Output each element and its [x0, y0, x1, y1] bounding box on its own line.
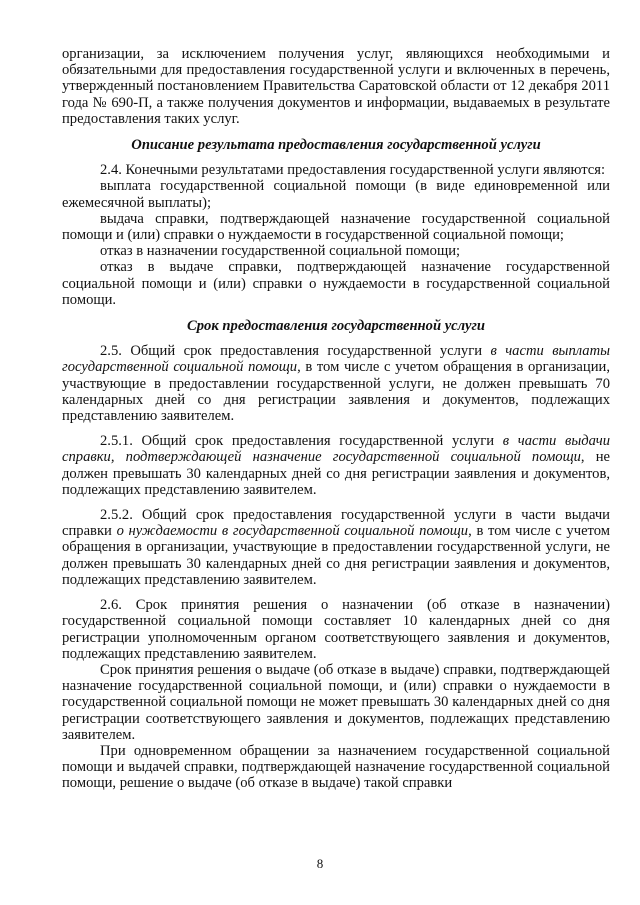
list-item-certificate: выдача справки, подтверждающей назначение государственной социальной помощи и (или) справки о нуждаемости в государственной социальной помощи; — [62, 210, 610, 244]
text-run: , в том числе с учетом обращения в организации, участвующие в предоставлении государственной услуги, не должен превышать 70 календарных дней со дня регистрации заявления и документов, подлежащих представлению заявителем. — [62, 359, 610, 425]
page-number: 8 — [316, 856, 324, 871]
list-item-refusal-certificate: отказ в выдаче справки, подтверждающей назначение государственной социальной помощи и (или) справки о нуждаемости в государственной социальной помощи. — [62, 259, 610, 308]
text-run: , не должен превышать 30 календарных дней со дня регистрации заявления и документов, подлежащих представлению заявителем. — [62, 449, 610, 498]
document-page — [62, 46, 610, 792]
section-heading-result: Описание результата предоставления государственной услуги — [131, 137, 541, 154]
text-run: 2.5. Общий срок предоставления государственной услуги — [100, 343, 491, 360]
paragraph-2-5-2 — [62, 507, 610, 588]
paragraph-simultaneous: При одновременном обращении за назначением государственной социальной помощи и выдачей справки, подтверждающей назначение государственной социальной помощи, решение о выдаче (об отказе в выдаче) такой справки — [62, 742, 610, 792]
paragraph-intro: организации, за исключением получения услуг, являющихся необходимыми и обязательными для предоставления государственной услуги и включенных в перечень, утвержденный постановлением Правительства Саратовской области от 12 декабря 2011 года № 690-П, а также получения документов и информации, выдаваемых в результате предоставления таких услуг. — [62, 46, 610, 127]
paragraph-2-6: 2.6. Срок принятия решения о назначении (об отказе в назначении) государственной социальной помощи составляет 10 календарных дней со дня регистрации уполномоченным органом соответствующего заявления и документов, подлежащих представлению заявителем. — [62, 597, 610, 662]
section-heading-term: Срок предоставления государственной услуги — [187, 318, 485, 335]
text-run: 2.5.1. Общий срок предоставления государственной услуги — [100, 433, 503, 450]
paragraph-2-5 — [62, 343, 610, 424]
list-item-payment: выплата государственной социальной помощи (в виде единовременной или ежемесячной выплаты); — [62, 178, 610, 211]
paragraph-2-5-1 — [62, 433, 610, 498]
list-item-refusal-assignment: отказ в назначении государственной социальной помощи; — [100, 243, 461, 260]
italic-run: о нуждаемости в государственной социальной помощи — [116, 523, 469, 540]
text-run: , в том числе с учетом обращения в организации, участвующие в предоставлении государственной услуги, не должен превышать 30 календарных дней со дня регистрации заявления и документов, подлежащих представлению заявителем. — [62, 523, 610, 588]
italic-run: в части выдачи справки, подтверждающей назначение государственной социальной помощи — [62, 433, 610, 466]
paragraph-2-4: 2.4. Конечными результатами предоставления государственной услуги являются: — [100, 162, 606, 179]
paragraph-certificate-term: Срок принятия решения о выдаче (об отказе в выдаче) справки, подтверждающей назначение государственной социальной помощи, и (или) справки о нуждаемости в государственной социальной помощи не может превышать 30 календарных дней со дня регистрации соответствующего заявления и документов, подлежащих представлению заявителем. — [62, 661, 610, 743]
italic-run: в части выплаты государственной социальной помощи — [62, 343, 610, 376]
text-run: 2.5.2. Общий срок предоставления государственной услуги в части выдачи справки — [62, 507, 610, 540]
